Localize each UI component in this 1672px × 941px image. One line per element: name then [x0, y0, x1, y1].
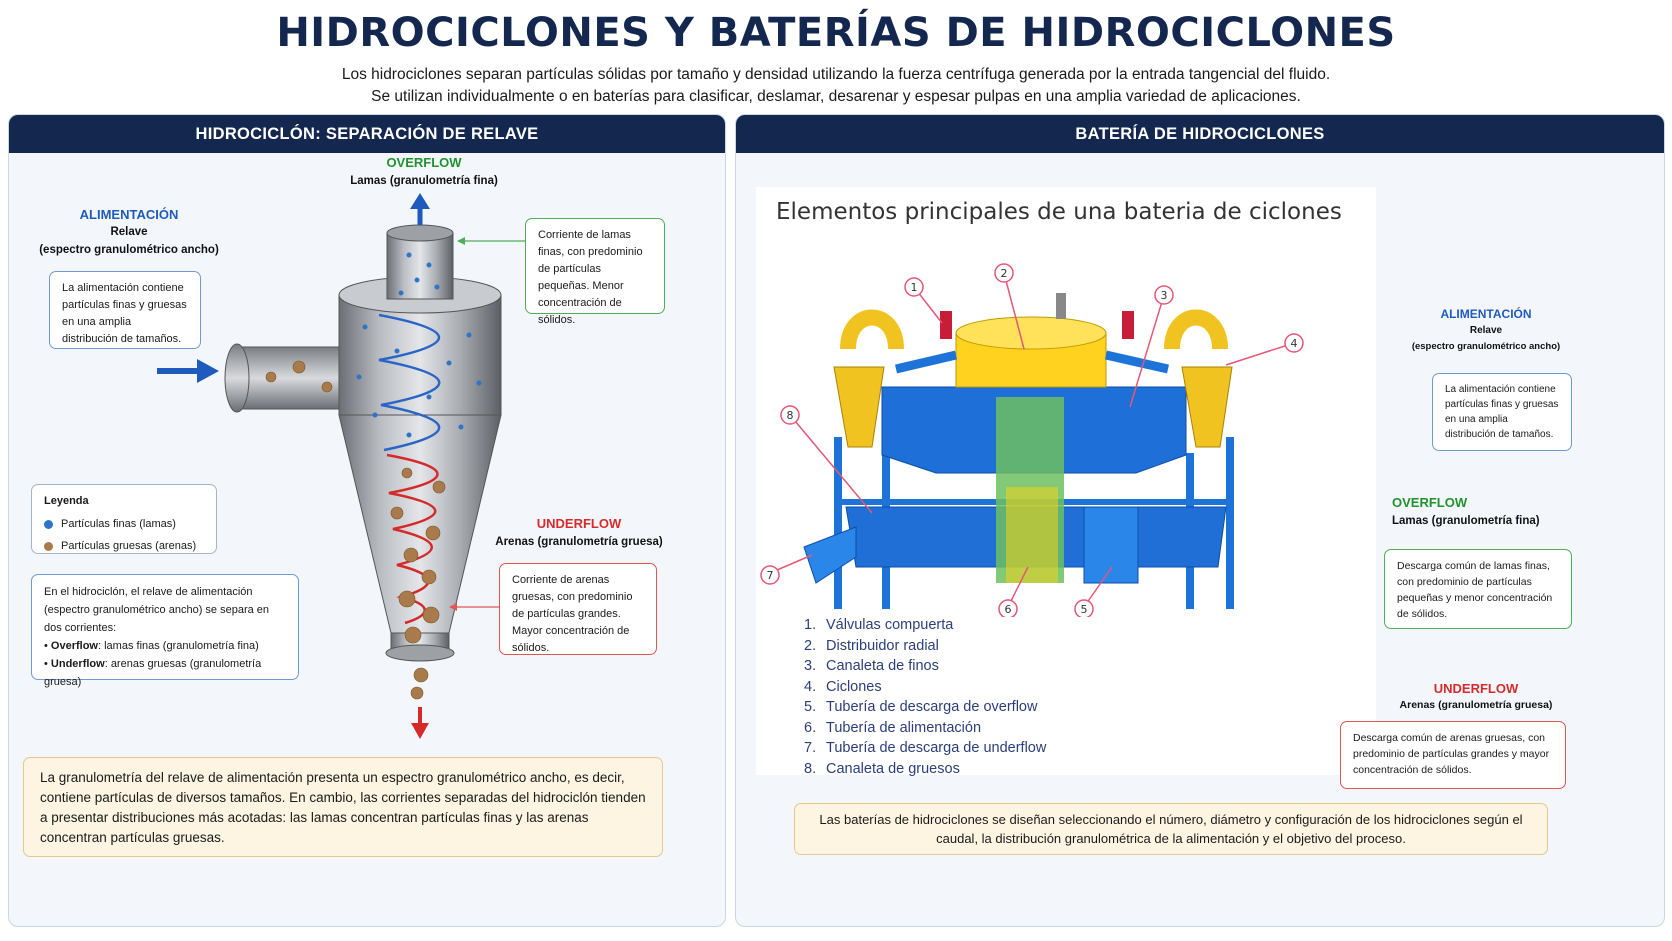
battery-overflow-label: OVERFLOW — [1392, 495, 1468, 510]
legend-title: Leyenda — [44, 495, 89, 507]
legend-coarse-label: Partículas gruesas (arenas) — [61, 540, 197, 552]
callout-3: 3 — [1160, 289, 1168, 302]
page-subtitle-2: Se utilizan individualmente o en baterías para clasificar, deslamar, desarenar y espesar pulpas en una amplia variedad de aplicaciones. — [371, 88, 1301, 105]
callout-5: 5 — [1080, 603, 1088, 616]
list-item: 4. Ciclones — [804, 678, 882, 695]
battery-feed-box: La alimentación contiene partículas finas y gruesas en una amplia distribución de tamaños. — [1432, 373, 1572, 451]
list-item: 2. Distribuidor radial — [804, 637, 939, 654]
explanation-overflow: • Overflow: lamas finas (granulometría fina) — [44, 640, 259, 652]
battery-feed-sublabel-2: (espectro granulométrico ancho) — [1411, 341, 1561, 352]
callout-2: 2 — [1000, 267, 1008, 280]
overflow-sublabel: Lamas (granulometría fina) — [350, 175, 498, 187]
battery-element-list — [804, 615, 1046, 779]
left-footer-note: La granulometría del relave de alimentación presenta un espectro granulométrico ancho, es decir, contiene partículas de diversos tamaños. En cambio, las corrientes separadas del hidrociclón tienden a presentar distribuciones más acotadas: las lamas concentran partículas finas y las arenas concentran partículas gruesas. — [23, 757, 663, 857]
battery-panel-header: BATERÍA DE HIDROCICLONES — [736, 115, 1664, 153]
explanation-intro: En el hidrociclón, el relave de alimentación (espectro granulométrico ancho) se separa en dos corrientes: — [44, 586, 270, 634]
legend — [31, 484, 217, 554]
feed-info-box: La alimentación contiene partículas finas y gruesas en una amplia distribución de tamaños. — [49, 271, 201, 349]
battery-diagram — [756, 187, 1376, 775]
callout-8: 8 — [786, 409, 794, 422]
legend-row-fine — [44, 516, 204, 533]
list-item: 8. Canaleta de gruesos — [804, 760, 960, 777]
battery-feed-label: ALIMENTACIÓN — [1440, 307, 1532, 321]
list-item: 1. Válvulas compuerta — [804, 617, 954, 633]
battery-feed-sublabel-1: Relave — [1469, 325, 1503, 336]
list-item: 7. Tubería de descarga de underflow — [804, 740, 1047, 756]
battery-overflow-box: Descarga común de lamas finas, con predominio de partículas pequeñas y menor concentración de sólidos. — [1384, 549, 1572, 629]
explanation-box — [31, 574, 299, 688]
page-title: HIDROCICLONES Y BATERÍAS DE HIDROCICLONES — [276, 10, 1396, 56]
callout-1: 1 — [910, 281, 918, 294]
overflow-info-box: Corriente de lamas finas, con predominio de partículas pequeñas. Menor concentración de sólidos. — [525, 218, 665, 314]
explanation-underflow: • Underflow: arenas gruesas (granulometría gruesa) — [44, 658, 262, 688]
callout-7: 7 — [766, 569, 774, 582]
battery-underflow-label: UNDERFLOW — [1433, 681, 1519, 696]
fine-particle-icon — [44, 520, 53, 529]
list-item: 3. Canaleta de finos — [804, 658, 939, 674]
feed-label: ALIMENTACIÓN — [79, 207, 179, 222]
feed-sublabel-2: (espectro granulométrico ancho) — [39, 244, 219, 256]
callout-4: 4 — [1290, 337, 1298, 350]
list-item: 5. Tubería de descarga de overflow — [804, 699, 1038, 715]
legend-row-coarse — [44, 538, 204, 555]
battery-underflow-sublabel: Arenas (granulometría gruesa) — [1399, 699, 1553, 711]
overflow-label: OVERFLOW — [386, 155, 462, 170]
page-subtitle-1: Los hidrociclones separan partículas sólidas por tamaño y densidad utilizando la fuerza centrífuga generada por la entrada tangencial del fluido. — [341, 66, 1331, 83]
battery-underflow-box: Descarga común de arenas gruesas, con predominio de partículas grandes y mayor concentración de sólidos. — [1340, 721, 1566, 789]
list-item: 6. Tubería de alimentación — [804, 719, 982, 736]
hydrocyclone-panel — [8, 114, 726, 927]
underflow-info-box: Corriente de arenas gruesas, con predominio de partículas grandes. Mayor concentración de sólidos. — [499, 563, 657, 655]
feed-sublabel-1: Relave — [110, 226, 148, 238]
battery-panel — [735, 114, 1665, 927]
battery-overflow-sublabel: Lamas (granulometría fina) — [1392, 515, 1540, 527]
underflow-label: UNDERFLOW — [536, 516, 622, 531]
right-footer-note: Las baterías de hidrociclones se diseñan seleccionando el número, diámetro y configuración de los hidrociclones según el caudal, la distribución granulométrica de la alimentación y el objetivo del proceso. — [794, 803, 1548, 855]
legend-fine-label: Partículas finas (lamas) — [61, 518, 176, 530]
battery-diagram-title: Elementos principales de una bateria de ciclones — [776, 199, 1342, 225]
hydrocyclone-panel-header: HIDROCICLÓN: SEPARACIÓN DE RELAVE — [9, 115, 725, 153]
underflow-sublabel: Arenas (granulometría gruesa) — [495, 536, 663, 548]
coarse-particle-icon — [44, 542, 53, 551]
battery-illustration — [756, 237, 1376, 617]
callout-6: 6 — [1004, 603, 1012, 616]
